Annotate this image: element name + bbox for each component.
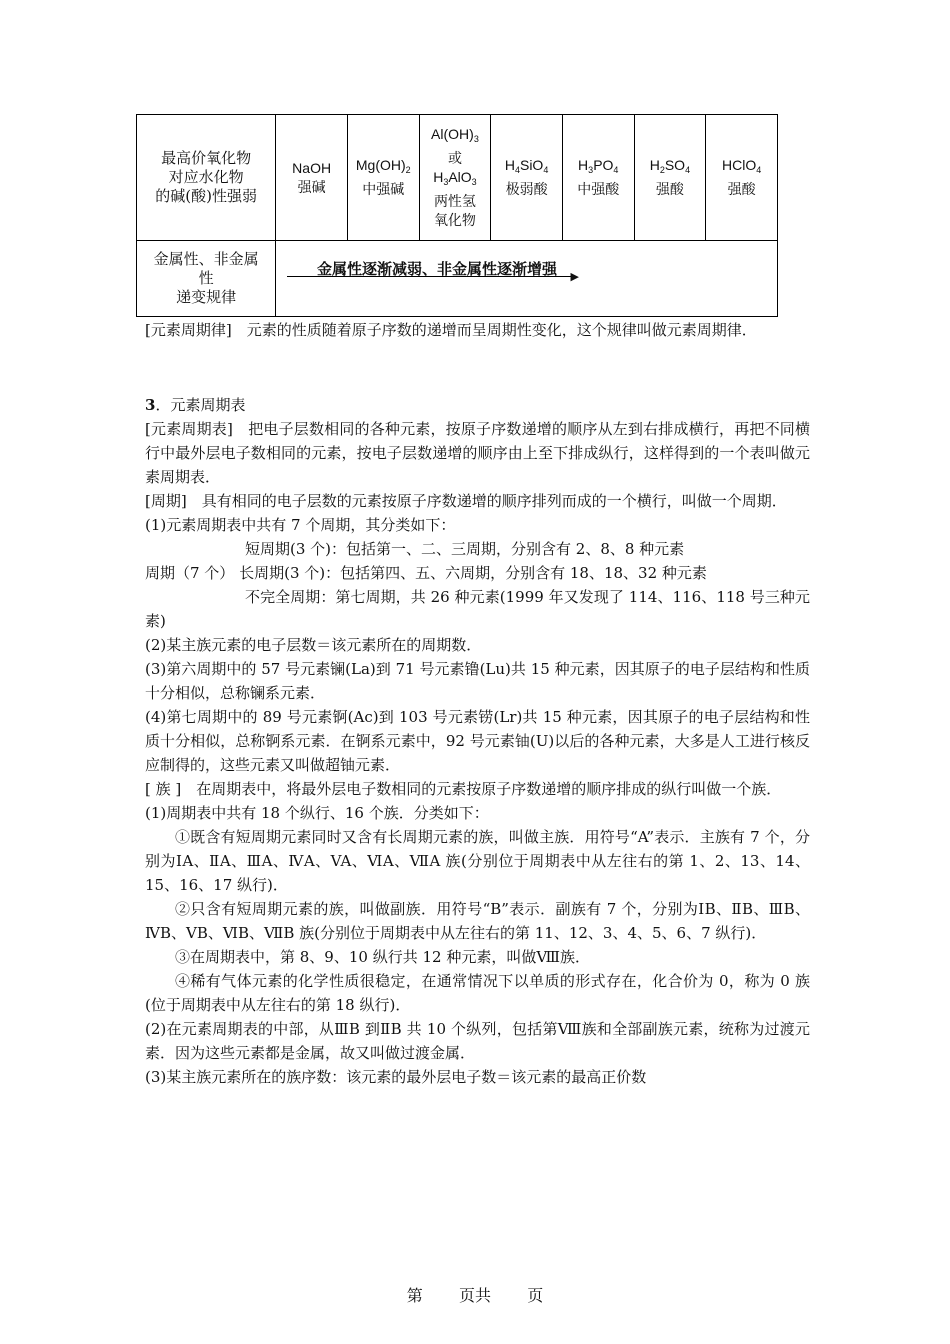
properties-table [136,114,778,317]
acid-base-strength: 强酸 [727,181,756,197]
period-short-line: 短周期(3 个)：包括第一、二、三周期，分别含有 2、8、8 种元素 [245,540,685,558]
formula: HClO$_4$ [721,157,762,175]
row-header-line: 金属性、非金属 [153,250,259,268]
footer-page-suffix: 页 [527,1286,544,1305]
acid-base-strength: 强酸 [655,181,684,197]
acid-base-strength: 强碱 [297,178,326,195]
section-heading [145,393,810,417]
period-incomplete-line: 不完全周期：第七周期，共 26 种元素(1999 年又发现了 114、116、118 号三种元素) [145,588,810,630]
cell-h4sio4 [491,115,563,241]
formula: $Mg(OH)_2$ [355,157,411,175]
page-footer [0,1283,950,1306]
acid-base-strength: 中强碱 [362,181,405,197]
trend-text: 金属性逐渐减弱、非金属性逐渐增强 [317,260,558,278]
paragraph: ①既含有短周期元素同时又含有长周期元素的族，叫做主族．用符号“A”表示．主族有 7 个，分别为ⅠA、ⅡA、ⅢA、ⅣA、VA、ⅥA、ⅦA 族(分别位于周期表中从左往右的第 1、2、13、14、15、16、17 纵行)． [145,828,810,894]
cell-h2so4 [634,115,706,241]
paragraph: [ 族 ] 在周期表中，将最外层电子数相同的元素按原子序数递增的顺序排成的纵行叫做一个族． [145,780,782,798]
section-title: ．元素周期表 [155,396,246,414]
acid-base-strength: 两性氢 氧化物 [433,193,476,228]
paragraph: (3)第六周期中的 57 号元素镧(La)到 71 号元素镥(Lu)共 15 种元素，因其原子的电子层结构和性质十分相似，总称镧系元素． [145,660,810,702]
section-number: 3 [145,396,156,414]
paragraph: ②只含有短周期元素的族，叫做副族．用符号“B”表示．副族有 7 个，分别为ⅠB、ⅡB、ⅢB、ⅣB、VB、ⅥB、ⅦB 族(分别位于周期表中从左往右的第 11、12、3、4、5、6、7 纵行)． [145,900,810,942]
section-3 [145,393,810,1089]
paragraph: [周期] 具有相同的电子层数的元素按原子序数递增的顺序排列而成的一个横行，叫做一个周期． [145,492,787,510]
paragraph: (2)在元素周期表的中部，从ⅢB 到ⅡB 共 10 个纵列，包括第Ⅷ族和全部副族元素，统称为过渡元素．因为这些元素都是金属，故又叫做过渡金属． [145,1020,810,1062]
period-label: 周期（7 个） [145,564,235,582]
formula: NaOH [292,159,332,176]
row-header-line: 对应水化物 [168,168,244,186]
row-header-trend [137,241,276,317]
cell-h3po4 [562,115,634,241]
formula: $H_2SO_4$ [649,157,691,175]
formula: $H_3PO_4$ [578,157,619,175]
paragraph: (1)元素周期表中共有 7 个周期，其分类如下： [145,516,456,534]
cell-hclo4 [706,115,778,241]
periodic-law-paragraph [145,318,810,342]
arrow-line [287,276,573,277]
paragraph: [元素周期律] 元素的性质随着原子序数的递增而呈周期性变化，这个规律叫做元素周期律． [145,321,757,339]
formula: $Al(OH)_3$ 或 $H_3AlO_3$ [431,126,479,187]
footer-page-prefix: 第 [406,1286,423,1305]
paragraph: [元素周期表] 把电子层数相同的各种元素，按原子序数递增的顺序从左到右排成横行，再把不同横行中最外层电子数相同的元素，按电子层数递增的顺序由上至下排成纵行，这样得到的一个表叫做元素周期表． [145,420,810,486]
formula: $H_4SiO_4$ [504,157,549,175]
paragraph: ④稀有气体元素的化学性质很稳定，在通常情况下以单质的形式存在，化合价为 0，称为 0 族(位于周期表中从左往右的第 18 纵行)． [145,972,810,1014]
row-header-line: 的碱(酸)性强弱 [155,187,257,205]
row-header-line: 递变规律 [176,288,237,306]
cell-naoh [276,115,348,241]
arrow-right-icon: ▶ [570,270,579,283]
paragraph: (4)第七周期中的 89 号元素锕(Ac)到 103 号元素铹(Lr)共 15 种元素，因其原子的电子层结构和性质十分相似，总称锕系元素．在锕系元素中，92 号元素铀(U)以后的各种元素，大多是人工进行核反应制得的，这些元素又叫做超铀元素． [145,708,810,774]
row-header-line: 最高价氧化物 [161,149,252,167]
cell-mgoh2 [347,115,419,241]
row-header-line: 性 [198,269,214,287]
trend-arrow-annotation [287,258,579,283]
paragraph: (3)某主族元素所在的族序数：该元素的最外层电子数＝该元素的最高正价数 [145,1068,647,1086]
paragraph: (1)周期表中共有 18 个纵行、16 个族．分类如下： [145,804,489,822]
footer-page-of: 页共 [458,1286,491,1305]
acid-base-strength: 中强酸 [577,181,620,197]
row-header-hydroxide [137,115,276,241]
period-long: 长周期(3 个)：包括第四、五、六周期，分别含有 18、18、32 种元素 [239,564,707,582]
paragraph: ③在周期表中，第 8、9、10 纵行共 12 种元素，叫做Ⅷ族． [175,948,590,966]
paragraph: (2)某主族元素的电子层数＝该元素所在的周期数． [145,636,482,654]
acid-base-strength: 极弱酸 [505,181,548,197]
period-long-line [145,561,810,585]
cell-aloh3 [419,115,491,241]
